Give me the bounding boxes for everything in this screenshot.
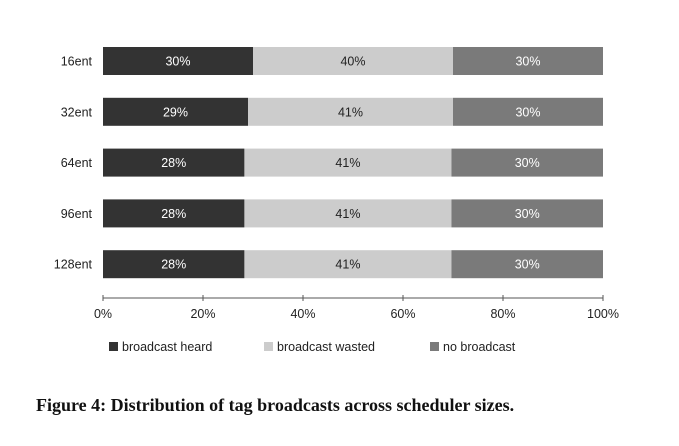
category-label: 96ent: [60, 206, 92, 221]
x-tick-label: 40%: [290, 307, 316, 321]
bar-data-label: 30%: [514, 206, 540, 221]
bar-data-label: 41%: [335, 156, 361, 171]
category-label: 64ent: [60, 156, 92, 171]
x-tick-label: 0%: [93, 307, 113, 321]
x-axis: [94, 295, 619, 321]
bar-data-label: 28%: [161, 156, 187, 171]
category-label: 16ent: [60, 54, 92, 69]
x-tick-label: 80%: [490, 307, 516, 321]
legend-label: broadcast wasted: [277, 340, 375, 354]
bar-data-label: 29%: [162, 105, 189, 120]
x-tick-label: 60%: [390, 307, 416, 321]
bar-data-label: 40%: [340, 54, 366, 69]
bar-data-label: 28%: [161, 257, 187, 272]
legend-swatch: [430, 342, 439, 351]
bar-data-label: 41%: [337, 105, 364, 120]
category-label: 32ent: [60, 105, 92, 120]
bar-data-label: 28%: [161, 206, 187, 221]
bar-data-label: 30%: [514, 257, 540, 272]
category-label: 128ent: [53, 257, 92, 272]
bar-data-label: 30%: [514, 156, 540, 171]
legend-swatch: [109, 342, 118, 351]
x-tick-label: 20%: [190, 307, 216, 321]
legend: [109, 340, 516, 354]
x-tick-label: 100%: [587, 307, 619, 321]
legend-label: broadcast heard: [122, 340, 213, 354]
bar-data-label: 30%: [515, 54, 541, 69]
figure-caption: Figure 4: Distribution of tag broadcasts across scheduler sizes.: [36, 395, 515, 415]
legend-swatch: [264, 342, 273, 351]
legend-label: no broadcast: [443, 340, 516, 354]
bar-data-label: 30%: [515, 105, 541, 120]
bars-layer: [103, 47, 603, 278]
bar-data-label: 41%: [335, 257, 361, 272]
bar-data-label: 30%: [165, 54, 191, 69]
bar-data-label: 41%: [335, 206, 361, 221]
category-labels: [54, 55, 93, 272]
